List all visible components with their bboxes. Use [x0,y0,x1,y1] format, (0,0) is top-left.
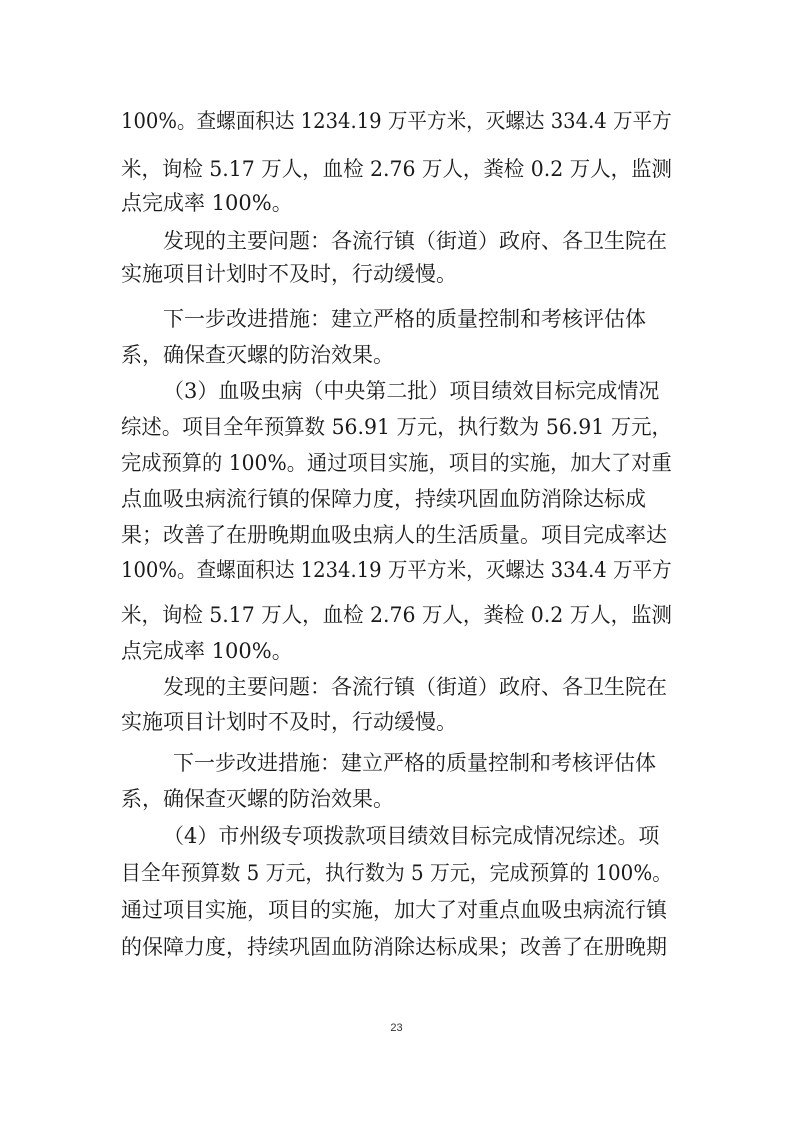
text-line: 点完成率 100%。 [121,639,293,663]
text-line: 下一步改进措施：建立严格的质量控制和考核评估体 [173,751,656,775]
text-line: 下一步改进措施：建立严格的质量控制和考核评估体 [163,307,646,331]
section-heading: （4）市州级专项拨款项目绩效目标完成情况综述。项 [163,824,660,848]
text-line: 果；改善了在册晚期血吸虫病人的生活质量。项目完成率达 [121,523,667,547]
section-heading: （3）血吸虫病（中央第二批）项目绩效目标完成情况 [163,379,660,403]
text-line: 系，确保查灭螺的防治效果。 [121,343,394,367]
text-line: 100%。查螺面积达 1234.19 万平方米，灭螺达 334.4 万平方 [121,109,672,133]
text-line: 的保障力度，持续巩固血防消除达标成果；改善了在册晚期 [121,935,667,959]
text-line: 米，询检 5.17 万人，血检 2.76 万人，粪检 0.2 万人，监测 [121,157,672,181]
text-line: 点完成率 100%。 [121,191,293,215]
text-line: 实施项目计划时不及时，行动缓慢。 [121,262,457,286]
text-line: 实施项目计划时不及时，行动缓慢。 [121,710,457,734]
text-line: 发现的主要问题：各流行镇（街道）政府、各卫生院在 [163,675,667,699]
text-line: 点血吸虫病流行镇的保障力度，持续巩固血防消除达标成 [121,487,646,511]
text-line: 综述。项目全年预算数 56.91 万元，执行数为 56.91 万元， [121,415,672,439]
text-line: 目全年预算数 5 万元，执行数为 5 万元，完成预算的 100%。 [121,861,673,885]
text-line: 完成预算的 100%。通过项目实施，项目的实施，加大了对重 [121,451,672,475]
page-number: 23 [390,1022,403,1034]
text-line: 系，确保查灭螺的防治效果。 [121,787,394,811]
text-line: 发现的主要问题：各流行镇（街道）政府、各卫生院在 [163,229,667,253]
text-line: 米，询检 5.17 万人，血检 2.76 万人，粪检 0.2 万人，监测 [121,603,672,627]
text-line: 通过项目实施，项目的实施，加大了对重点血吸虫病流行镇 [121,898,667,922]
text-line: 100%。查螺面积达 1234.19 万平方米，灭螺达 334.4 万平方 [121,558,672,582]
